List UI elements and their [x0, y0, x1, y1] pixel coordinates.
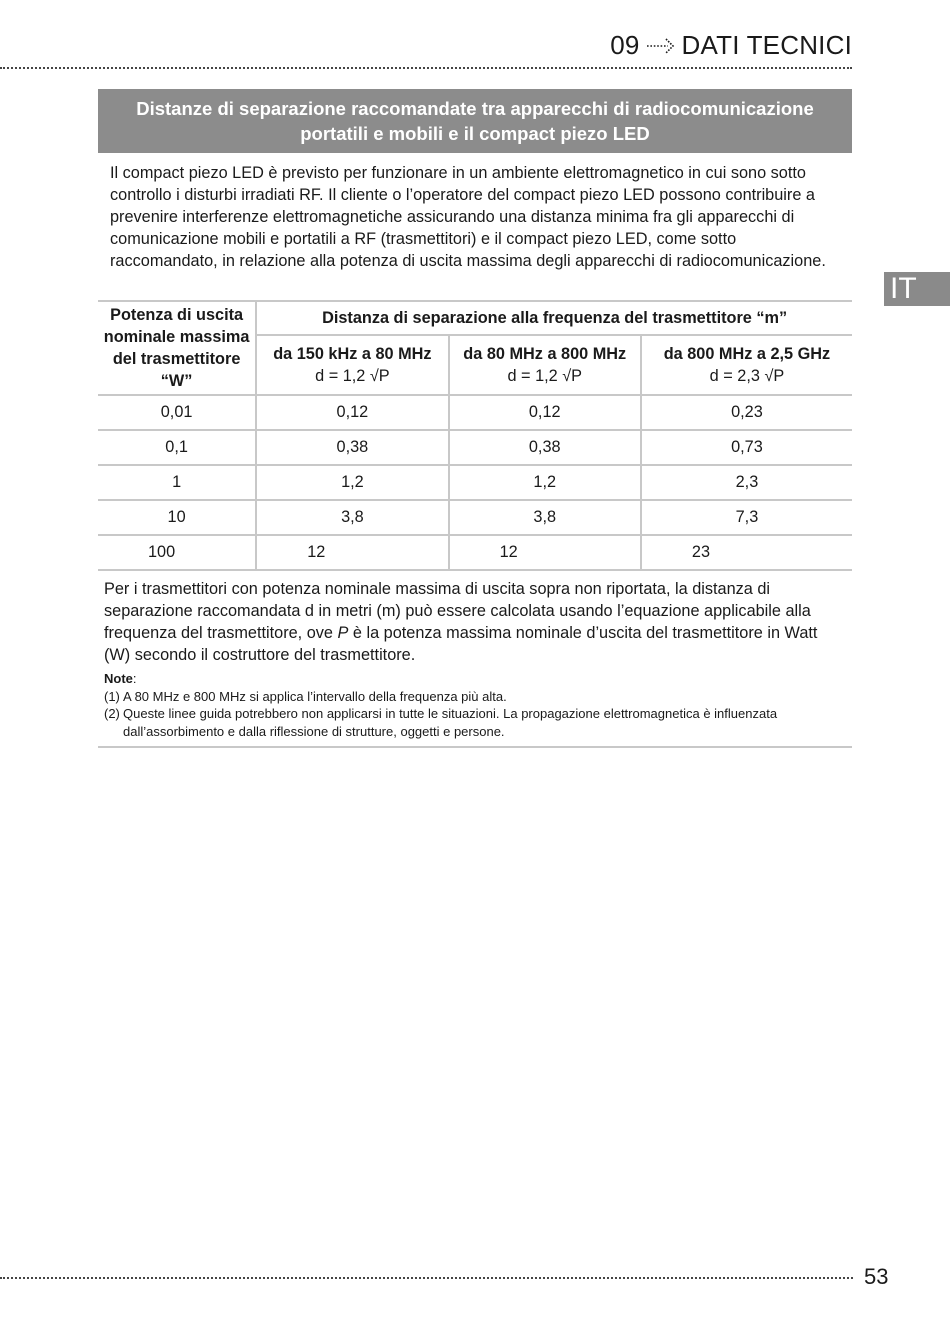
distance-cell: 12	[449, 535, 641, 570]
note-number: (2)	[104, 706, 120, 721]
table-row	[98, 500, 852, 535]
distance-cell: 1,2	[256, 465, 448, 500]
distance-cell: 7,3	[641, 500, 852, 535]
language-tab: IT	[884, 272, 950, 306]
intro-paragraph: Il compact piezo LED è previsto per funzionare in un ambiente elettromagnetico in cui sono sotto controllo i disturbi irradiati RF. Il cliente o l’operatore del compact piezo LED possono contribuire a prevenire interferenze elettromagnetiche assicurando una distanza minima fra gli apparecchi di comunicazione mobili e portatili a RF (trasmettitori) e il compact piezo LED, come sotto raccomandato, in relazione alla potenza di uscita massima degli apparecchi di radiocomunicazione.	[110, 164, 826, 270]
note-number: (1)	[104, 688, 120, 704]
page-number: 53	[864, 1264, 889, 1289]
table-row	[98, 465, 852, 500]
power-symbol: P	[337, 624, 349, 642]
frequency-column-header	[641, 335, 852, 395]
distance-cell: 3,8	[449, 500, 641, 535]
frequency-range: da 800 MHz a 2,5 GHz	[663, 345, 831, 363]
explanation-text: Per i trasmettitori con potenza nominale massima di uscita sopra non riportata, la distanza di separazione raccomandata d in metri (m) può essere calcolata usando l’equazione applicabile alla frequenza del trasmettitore, ove	[104, 580, 811, 642]
formula-explanation	[104, 578, 844, 666]
header-divider	[0, 67, 852, 69]
notes-label: Note	[104, 671, 133, 686]
note-text: Queste linee guida potrebbero non applicarsi in tutte le situazioni. La propagazione elettromagnetica è influenzata dall’assorbimento e dalla riflessione di strutture, oggetti e persone.	[123, 706, 778, 739]
separation-distance-table	[98, 300, 852, 571]
note-text: A 80 MHz e 800 MHz si applica l’intervallo della frequenza più alta.	[123, 688, 507, 704]
note-item	[104, 688, 844, 706]
frequency-formula: d = 1,2 √P	[315, 367, 390, 385]
distance-cell: 23	[641, 535, 852, 570]
distance-cell: 3,8	[256, 500, 448, 535]
power-cell: 10	[98, 500, 256, 535]
frequency-range: da 150 kHz a 80 MHz	[273, 345, 432, 363]
notes-section: Note: (1) A 80 MHz e 800 MHz si applica l’intervallo della frequenza più alta. (2) Queste linee guida potrebbero non applicarsi in tutte le situazioni. La propagazione elettromagnetica è influenzata dall’assorbimento e dalla riflessione di strutture, oggetti e persone.	[104, 670, 844, 740]
distance-cell: 1,2	[449, 465, 641, 500]
chapter-number: 09	[610, 30, 640, 60]
distance-cell: 2,3	[641, 465, 852, 500]
frequency-range: da 80 MHz a 800 MHz	[463, 345, 627, 363]
note-item	[104, 705, 844, 740]
power-cell: 0,01	[98, 395, 256, 430]
power-cell: 1	[98, 465, 256, 500]
frequency-column-header	[256, 335, 448, 395]
table-row	[98, 430, 852, 465]
distance-cell: 0,12	[449, 395, 641, 430]
table-row	[98, 395, 852, 430]
frequency-column-header	[449, 335, 641, 395]
distance-cell: 0,38	[449, 430, 641, 465]
section-title: Distanze di separazione raccomandate tra apparecchi di radiocomunicazione portatili e mobili e il compact piezo LED	[98, 89, 852, 153]
explanation-text: è la potenza massima nominale d’uscita del trasmettitore in Watt (W) secondo il costruttore del trasmettitore.	[104, 624, 818, 664]
distance-cell: 0,73	[641, 430, 852, 465]
power-column-header	[98, 301, 256, 395]
distance-group-header: Distanza di separazione alla frequenza del trasmettitore “m”	[256, 301, 852, 335]
footer-divider	[0, 1277, 853, 1279]
distance-cell: 0,38	[256, 430, 448, 465]
dotted-arrow-icon	[646, 36, 676, 56]
table-row	[98, 535, 852, 570]
power-column-header-text: Potenza di uscita nominale massima del trasmettitore “W”	[103, 306, 250, 390]
frequency-formula: d = 2,3 √P	[709, 367, 785, 385]
power-cell: 100	[98, 535, 256, 570]
frequency-formula: d = 1,2 √P	[507, 367, 583, 385]
distance-cell: 0,12	[256, 395, 448, 430]
chapter-header	[610, 30, 852, 61]
chapter-title: DATI TECNICI	[681, 30, 852, 60]
power-cell: 0,1	[98, 430, 256, 465]
section-end-divider	[98, 746, 852, 748]
distance-cell: 12	[256, 535, 448, 570]
distance-cell: 0,23	[641, 395, 852, 430]
